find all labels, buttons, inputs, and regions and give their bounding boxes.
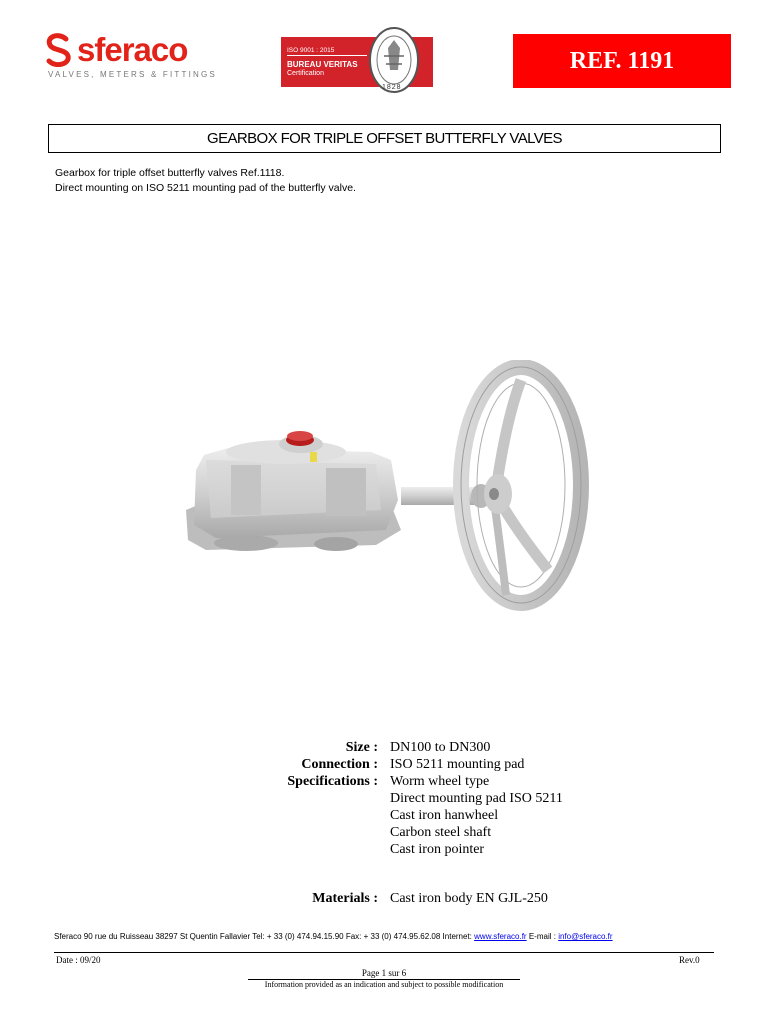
cert-label: Certification — [287, 70, 324, 77]
connection-label: Connection : — [301, 757, 378, 772]
intro-text — [55, 166, 356, 196]
materials-label: Materials : — [312, 891, 378, 906]
sferaco-logo-icon — [44, 33, 74, 67]
footer-disclaimer: Information provided as an indication and subject to possible modification — [264, 980, 504, 989]
cert-divider — [287, 55, 367, 56]
contact-line — [54, 932, 613, 941]
materials-value: Cast iron body EN GJL-250 — [390, 891, 548, 906]
cert-iso: ISO 9001 : 2015 — [287, 47, 335, 54]
footer-divider — [54, 952, 714, 953]
cert-body: BUREAU VERITAS — [287, 60, 358, 69]
document-date: Date : 09/20 — [56, 955, 101, 965]
title-box — [48, 124, 721, 153]
page-title: GEARBOX FOR TRIPLE OFFSET BUTTERFLY VALVES — [207, 130, 562, 147]
size-label: Size : — [345, 740, 378, 755]
company-address: Sferaco 90 rue du Ruisseau 38297 St Quentin Fallavier Tel: + 33 (0) 474.94.15.90 Fax: + 33 (0) 474.95.62.08 Internet: — [54, 932, 472, 941]
email-link[interactable]: info@sferaco.fr — [558, 932, 613, 941]
page-number: Page 1 sur 6 — [361, 968, 407, 978]
document-revision: Rev.0 — [679, 955, 700, 965]
specifications-value: Cast iron pointer — [390, 842, 485, 857]
size-value: DN100 to DN300 — [390, 740, 491, 755]
specifications-value: Direct mounting pad ISO 5211 — [390, 791, 563, 806]
specifications-label: Specifications : — [287, 774, 378, 789]
reference-number: REF. 1191 — [569, 47, 675, 74]
brand-name: sferaco — [77, 31, 188, 68]
reference-box — [513, 34, 731, 88]
email-label: E-mail : — [528, 932, 556, 941]
website-link[interactable]: www.sferaco.fr — [474, 932, 527, 941]
specifications-value: Worm wheel type — [390, 774, 490, 789]
specifications-value: Cast iron hanwheel — [390, 808, 499, 823]
intro-line: Direct mounting on ISO 5211 mounting pad of the butterfly valve. — [55, 182, 356, 194]
intro-line: Gearbox for triple offset butterfly valves Ref.1118. — [55, 167, 285, 179]
sferaco-logo — [44, 33, 229, 83]
cert-year: 1828 — [382, 84, 402, 91]
specifications-value: Carbon steel shaft — [390, 825, 492, 840]
connection-value: ISO 5211 mounting pad — [390, 757, 525, 772]
gearbox-product-image — [176, 360, 591, 640]
brand-tagline: VALVES, METERS & FITTINGS — [48, 70, 217, 79]
